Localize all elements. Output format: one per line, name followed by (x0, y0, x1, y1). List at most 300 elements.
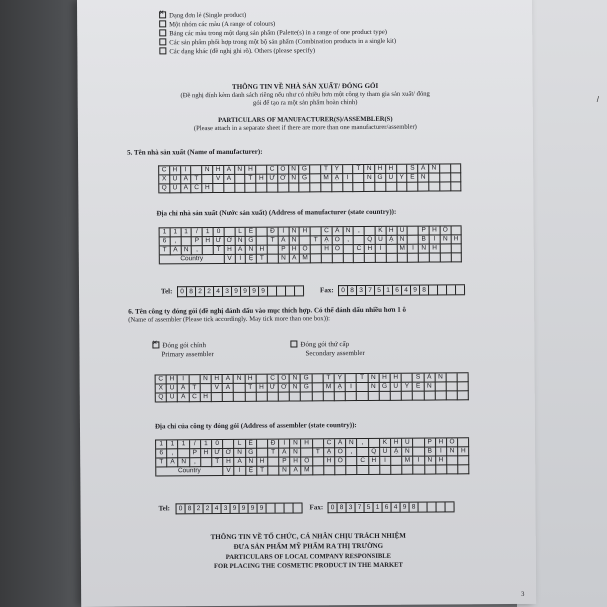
char-box[interactable]: Í (376, 245, 387, 254)
char-box[interactable]: N (235, 166, 246, 175)
char-box[interactable]: K (376, 227, 387, 236)
char-box[interactable]: Y (397, 174, 408, 183)
char-box[interactable]: Ì (430, 235, 441, 244)
char-box[interactable]: Q (365, 236, 376, 245)
primary-assembler-option[interactable]: ✕Đóng gói chính (152, 341, 206, 350)
product-type-item[interactable]: Các sản phẩm phối hợp trong một bộ sản phẩm (Combination products in a single kit) (159, 37, 396, 48)
char-box[interactable]: Ố (440, 226, 451, 235)
char-box[interactable]: I (346, 383, 357, 392)
char-box[interactable]: T (160, 246, 171, 255)
digit-box[interactable]: 5 (365, 503, 374, 512)
fax-field[interactable] (328, 501, 455, 513)
char-box[interactable]: N (290, 448, 301, 457)
char-box[interactable]: N (179, 458, 190, 467)
char-box[interactable] (310, 183, 321, 192)
char-box[interactable] (223, 440, 234, 449)
char-box[interactable]: N (346, 439, 357, 448)
digit-box[interactable]: 3 (357, 286, 366, 295)
char-box[interactable]: U (386, 174, 397, 183)
char-box[interactable]: X (159, 175, 170, 184)
char-box[interactable]: Ê (246, 228, 257, 237)
char-box[interactable]: P (419, 227, 430, 236)
checkbox-icon[interactable] (159, 47, 166, 54)
digit-box[interactable]: 2 (195, 504, 204, 513)
char-box[interactable] (268, 393, 279, 402)
char-box[interactable] (451, 244, 462, 253)
char-box[interactable]: H (458, 447, 469, 456)
char-box[interactable]: H (213, 166, 224, 175)
char-box[interactable] (192, 166, 203, 175)
char-box[interactable]: C (189, 393, 200, 402)
char-box[interactable] (435, 391, 446, 400)
char-box[interactable]: T (268, 449, 279, 458)
char-box[interactable]: C (192, 184, 203, 193)
char-box[interactable]: T (189, 384, 200, 393)
char-box[interactable] (203, 246, 214, 255)
digit-box[interactable]: 9 (259, 287, 268, 296)
char-box[interactable]: N (368, 374, 379, 383)
char-box[interactable]: N (368, 383, 379, 392)
char-box[interactable] (451, 164, 462, 173)
char-box[interactable]: Í (380, 457, 391, 466)
checkbox-icon[interactable] (159, 38, 166, 45)
char-box[interactable] (311, 227, 322, 236)
char-box[interactable] (413, 448, 424, 457)
char-box[interactable] (364, 183, 375, 192)
char-box[interactable] (256, 375, 267, 384)
digit-box[interactable]: 0 (177, 504, 186, 513)
char-box[interactable]: P (425, 439, 436, 448)
char-box[interactable]: X (156, 384, 167, 393)
char-box[interactable]: C (358, 457, 369, 466)
char-box[interactable] (435, 382, 446, 391)
char-box[interactable]: À (235, 246, 246, 255)
char-box[interactable]: H (322, 245, 333, 254)
country-char-box[interactable] (414, 466, 425, 475)
char-box[interactable] (332, 183, 343, 192)
digit-box[interactable]: 8 (186, 504, 195, 513)
char-box[interactable] (189, 375, 200, 384)
char-box[interactable] (300, 236, 311, 245)
char-box[interactable]: H (246, 166, 257, 175)
digit-box[interactable] (456, 285, 465, 294)
char-box[interactable]: T (268, 237, 279, 246)
char-box[interactable]: U (167, 393, 178, 402)
fax-field[interactable] (338, 284, 465, 296)
digit-box[interactable]: 1 (374, 503, 383, 512)
country-char-box[interactable] (313, 466, 324, 475)
char-box[interactable]: S (407, 165, 418, 174)
digit-box[interactable] (295, 286, 304, 295)
digit-box[interactable]: 3 (347, 503, 356, 512)
char-box[interactable] (202, 175, 213, 184)
char-box[interactable] (451, 173, 462, 182)
country-char-box[interactable] (440, 253, 451, 262)
char-box[interactable]: , (346, 448, 357, 457)
char-box[interactable] (257, 228, 268, 237)
char-box[interactable] (346, 392, 357, 401)
char-box[interactable]: H (430, 244, 441, 253)
char-box[interactable]: N (418, 174, 429, 183)
char-box[interactable]: T (357, 374, 368, 383)
digit-box[interactable] (419, 503, 428, 512)
char-box[interactable] (358, 448, 369, 457)
char-box[interactable] (224, 184, 235, 193)
char-box[interactable]: N (397, 236, 408, 245)
digit-box[interactable]: 7 (356, 503, 365, 512)
char-box[interactable]: N (343, 227, 354, 236)
char-box[interactable]: T (192, 175, 203, 184)
checkbox-icon[interactable] (159, 11, 166, 18)
char-box[interactable]: Ư (268, 384, 279, 393)
char-box[interactable] (386, 183, 397, 192)
char-box[interactable] (256, 393, 267, 402)
digit-box[interactable] (267, 504, 276, 513)
digit-box[interactable]: 3 (223, 287, 232, 296)
country-char-box[interactable] (387, 254, 398, 263)
char-box[interactable] (213, 184, 224, 193)
char-box[interactable]: G (379, 383, 390, 392)
tel-field[interactable] (176, 502, 303, 514)
char-box[interactable]: C (159, 166, 170, 175)
char-box[interactable]: H (451, 235, 462, 244)
char-box[interactable]: G (246, 449, 257, 458)
char-box[interactable]: H (257, 246, 268, 255)
char-box[interactable] (451, 226, 462, 235)
char-box[interactable]: Ạ (322, 236, 333, 245)
char-box[interactable]: Ê (246, 440, 257, 449)
country-char-box[interactable] (335, 466, 346, 475)
char-box[interactable]: N (419, 245, 430, 254)
char-box[interactable]: N (429, 164, 440, 173)
char-box[interactable]: H (256, 384, 267, 393)
digit-box[interactable] (428, 503, 437, 512)
char-box[interactable]: N (364, 174, 375, 183)
char-box[interactable] (343, 165, 354, 174)
digit-box[interactable]: 0 (339, 286, 348, 295)
char-box[interactable]: Ê (408, 174, 419, 183)
char-box[interactable]: H (430, 226, 441, 235)
digit-box[interactable] (276, 504, 285, 513)
char-box[interactable]: Q (159, 184, 170, 193)
char-box[interactable]: U (167, 384, 178, 393)
char-box[interactable]: H (436, 456, 447, 465)
char-box[interactable] (223, 393, 234, 402)
char-box[interactable] (402, 374, 413, 383)
char-box[interactable] (447, 456, 458, 465)
char-box[interactable] (391, 457, 402, 466)
char-box[interactable]: N (234, 375, 245, 384)
country-char-box[interactable] (425, 466, 436, 475)
char-box[interactable]: 0 (214, 228, 225, 237)
char-box[interactable]: , (167, 449, 178, 458)
char-box[interactable]: 0 (212, 440, 223, 449)
char-box[interactable] (451, 182, 462, 191)
char-box[interactable]: Ô (279, 375, 290, 384)
char-box[interactable]: M (402, 457, 413, 466)
digit-box[interactable]: 4 (402, 286, 411, 295)
char-box[interactable]: À (235, 458, 246, 467)
char-box[interactable]: U (376, 236, 387, 245)
char-box[interactable]: H (202, 184, 213, 193)
char-box[interactable] (313, 457, 324, 466)
digit-box[interactable]: 8 (348, 286, 357, 295)
char-box[interactable] (369, 439, 380, 448)
char-box[interactable]: H (391, 439, 402, 448)
char-box[interactable] (413, 392, 424, 401)
checkbox-icon[interactable] (159, 29, 166, 36)
char-box[interactable]: 1 (201, 440, 212, 449)
char-box[interactable]: Ấ (181, 175, 192, 184)
char-box[interactable]: , (170, 237, 181, 246)
char-box[interactable]: T (354, 165, 365, 174)
char-box[interactable]: N (290, 383, 301, 392)
char-box[interactable]: Ờ (224, 237, 235, 246)
char-box[interactable] (354, 236, 365, 245)
char-box[interactable] (368, 392, 379, 401)
char-box[interactable]: T (321, 165, 332, 174)
char-box[interactable] (408, 236, 419, 245)
char-box[interactable] (235, 184, 246, 193)
char-box[interactable] (310, 165, 321, 174)
char-box[interactable]: B (419, 236, 430, 245)
country-char-box[interactable]: V (223, 467, 234, 476)
char-box[interactable]: T (313, 448, 324, 457)
char-box[interactable] (458, 438, 469, 447)
digit-box[interactable]: 9 (401, 503, 410, 512)
char-box[interactable] (311, 245, 322, 254)
char-box[interactable] (312, 383, 323, 392)
char-box[interactable]: H (257, 458, 268, 467)
country-char-box[interactable]: A (289, 254, 300, 263)
country-char-box[interactable] (397, 254, 408, 263)
char-box[interactable]: G (300, 165, 311, 174)
country-char-box[interactable]: I (235, 255, 246, 264)
char-box[interactable] (424, 392, 435, 401)
tel-field[interactable] (177, 285, 304, 297)
country-char-box[interactable] (311, 254, 322, 263)
digit-box[interactable]: 8 (187, 287, 196, 296)
char-box[interactable]: H (201, 449, 212, 458)
char-box[interactable]: U (170, 184, 181, 193)
char-box[interactable] (335, 392, 346, 401)
country-char-box[interactable] (324, 466, 335, 475)
char-box[interactable]: 1 (181, 228, 192, 237)
char-box[interactable]: N (402, 448, 413, 457)
char-box[interactable]: L (234, 440, 245, 449)
char-box[interactable] (447, 391, 458, 400)
char-box[interactable] (302, 448, 313, 457)
char-box[interactable] (300, 183, 311, 192)
char-box[interactable] (365, 227, 376, 236)
digit-box[interactable] (286, 286, 295, 295)
char-box[interactable] (458, 373, 469, 382)
checkbox-icon[interactable] (290, 340, 297, 347)
char-box[interactable]: H (245, 375, 256, 384)
digit-box[interactable] (277, 287, 286, 296)
digit-box[interactable]: 9 (411, 286, 420, 295)
char-box[interactable] (257, 237, 268, 246)
char-box[interactable] (354, 174, 365, 183)
char-box[interactable]: C (156, 375, 167, 384)
char-box[interactable]: Á (223, 375, 234, 384)
checkbox-icon[interactable] (159, 20, 166, 27)
char-box[interactable]: Â (278, 237, 289, 246)
country-char-box[interactable] (365, 254, 376, 263)
char-box[interactable] (458, 391, 469, 400)
digit-box[interactable] (438, 285, 447, 294)
char-box[interactable] (357, 392, 368, 401)
char-box[interactable]: 1 (178, 440, 189, 449)
char-box[interactable] (375, 183, 386, 192)
char-box[interactable]: C (354, 245, 365, 254)
char-box[interactable]: N (289, 174, 300, 183)
char-box[interactable]: 6 (160, 237, 171, 246)
char-box[interactable]: À (223, 384, 234, 393)
char-box[interactable]: H (290, 457, 301, 466)
char-box[interactable]: U (380, 448, 391, 457)
char-box[interactable]: , (354, 227, 365, 236)
char-box[interactable]: Ấ (178, 384, 189, 393)
char-box[interactable]: Ố (447, 438, 458, 447)
char-box[interactable]: Ồ (335, 457, 346, 466)
char-box[interactable]: G (375, 174, 386, 183)
char-box[interactable]: H (223, 458, 234, 467)
char-box[interactable]: C (267, 375, 278, 384)
digit-box[interactable]: 9 (232, 287, 241, 296)
digit-box[interactable]: 7 (366, 286, 375, 295)
char-box[interactable]: Q (156, 393, 167, 402)
digit-box[interactable]: 3 (222, 504, 231, 513)
char-box[interactable]: Â (171, 246, 182, 255)
char-box[interactable]: Ì (279, 440, 290, 449)
char-box[interactable]: Ẩ (332, 227, 343, 236)
char-box[interactable]: Â (279, 449, 290, 458)
char-box[interactable] (234, 393, 245, 402)
char-box[interactable]: I (408, 245, 419, 254)
char-box[interactable] (343, 245, 354, 254)
char-box[interactable]: 1 (203, 228, 214, 237)
char-box[interactable]: À (224, 175, 235, 184)
char-box[interactable]: G (300, 174, 311, 183)
char-box[interactable]: N (200, 375, 211, 384)
char-box[interactable] (343, 183, 354, 192)
char-box[interactable] (458, 382, 469, 391)
char-box[interactable] (181, 237, 192, 246)
char-box[interactable]: U (391, 383, 402, 392)
char-box[interactable]: N (364, 165, 375, 174)
char-box[interactable]: P (278, 246, 289, 255)
country-char-box[interactable] (369, 466, 380, 475)
char-box[interactable]: L (235, 228, 246, 237)
char-box[interactable] (257, 440, 268, 449)
char-box[interactable] (408, 183, 419, 192)
char-box[interactable] (446, 373, 457, 382)
char-box[interactable] (458, 456, 469, 465)
char-box[interactable]: Ì (278, 228, 289, 237)
char-box[interactable] (290, 392, 301, 401)
digit-box[interactable]: 6 (383, 503, 392, 512)
char-box[interactable]: Ư (214, 237, 225, 246)
char-box[interactable]: N (290, 374, 301, 383)
digit-box[interactable]: 9 (240, 504, 249, 513)
digit-box[interactable]: 5 (375, 286, 384, 295)
checkbox-icon[interactable] (152, 341, 159, 348)
char-box[interactable]: N (289, 236, 300, 245)
char-box[interactable] (245, 393, 256, 402)
char-box[interactable]: H (300, 227, 311, 236)
digit-box[interactable] (429, 285, 438, 294)
char-box[interactable] (357, 383, 368, 392)
char-box[interactable]: I (343, 174, 354, 183)
product-type-item[interactable]: Các dạng khác (đề nghị ghi rõ). Others (please specify) (159, 46, 396, 57)
country-char-box[interactable] (380, 466, 391, 475)
char-box[interactable]: C (324, 439, 335, 448)
char-box[interactable]: Á (181, 184, 192, 193)
char-box[interactable] (418, 183, 429, 192)
char-box[interactable]: 1 (167, 440, 178, 449)
char-box[interactable] (267, 184, 278, 193)
country-char-box[interactable] (419, 254, 430, 263)
char-box[interactable]: Ơ (279, 384, 290, 393)
char-box[interactable] (201, 458, 212, 467)
char-box[interactable]: T (212, 458, 223, 467)
digit-box[interactable]: 0 (329, 503, 338, 512)
char-box[interactable]: , (343, 236, 354, 245)
char-box[interactable]: Ả (418, 165, 429, 174)
country-char-box[interactable] (436, 465, 447, 474)
char-box[interactable]: N (234, 449, 245, 458)
digit-box[interactable]: 1 (384, 286, 393, 295)
char-box[interactable]: O (332, 236, 343, 245)
char-box[interactable] (429, 173, 440, 182)
char-box[interactable]: T (214, 246, 225, 255)
product-type-item[interactable]: Bảng các màu trong một dạng sản phẩm (Palette(s) in a range of one product type) (159, 28, 396, 39)
digit-box[interactable] (268, 287, 277, 296)
char-box[interactable] (429, 182, 440, 191)
char-box[interactable]: G (246, 237, 257, 246)
char-box[interactable] (440, 164, 451, 173)
char-box[interactable]: Ạ (324, 448, 335, 457)
country-char-box[interactable] (402, 466, 413, 475)
char-box[interactable]: T (245, 384, 256, 393)
digit-box[interactable]: 9 (241, 287, 250, 296)
digit-box[interactable] (437, 502, 446, 511)
char-box[interactable]: Ô (278, 166, 289, 175)
char-box[interactable]: Ì (436, 447, 447, 456)
char-box[interactable]: H (436, 438, 447, 447)
char-box[interactable]: N (440, 235, 451, 244)
char-box[interactable]: Y (402, 383, 413, 392)
digit-box[interactable]: 4 (392, 503, 401, 512)
country-char-box[interactable] (391, 466, 402, 475)
char-box[interactable]: U (397, 227, 408, 236)
country-char-box[interactable]: Ệ (246, 467, 257, 476)
char-box[interactable]: Đ (268, 228, 279, 237)
char-box[interactable] (268, 246, 279, 255)
char-box[interactable]: 6 (156, 449, 167, 458)
digit-box[interactable]: 4 (213, 504, 222, 513)
char-box[interactable]: T (311, 236, 322, 245)
country-char-box[interactable] (346, 466, 357, 475)
country-char-box[interactable]: T (257, 255, 268, 264)
char-box[interactable]: H (200, 393, 211, 402)
char-box[interactable]: M (321, 174, 332, 183)
char-box[interactable]: H (225, 246, 236, 255)
char-box[interactable]: Â (167, 458, 178, 467)
char-box[interactable]: , (357, 439, 368, 448)
country-char-box[interactable]: I (235, 467, 246, 476)
